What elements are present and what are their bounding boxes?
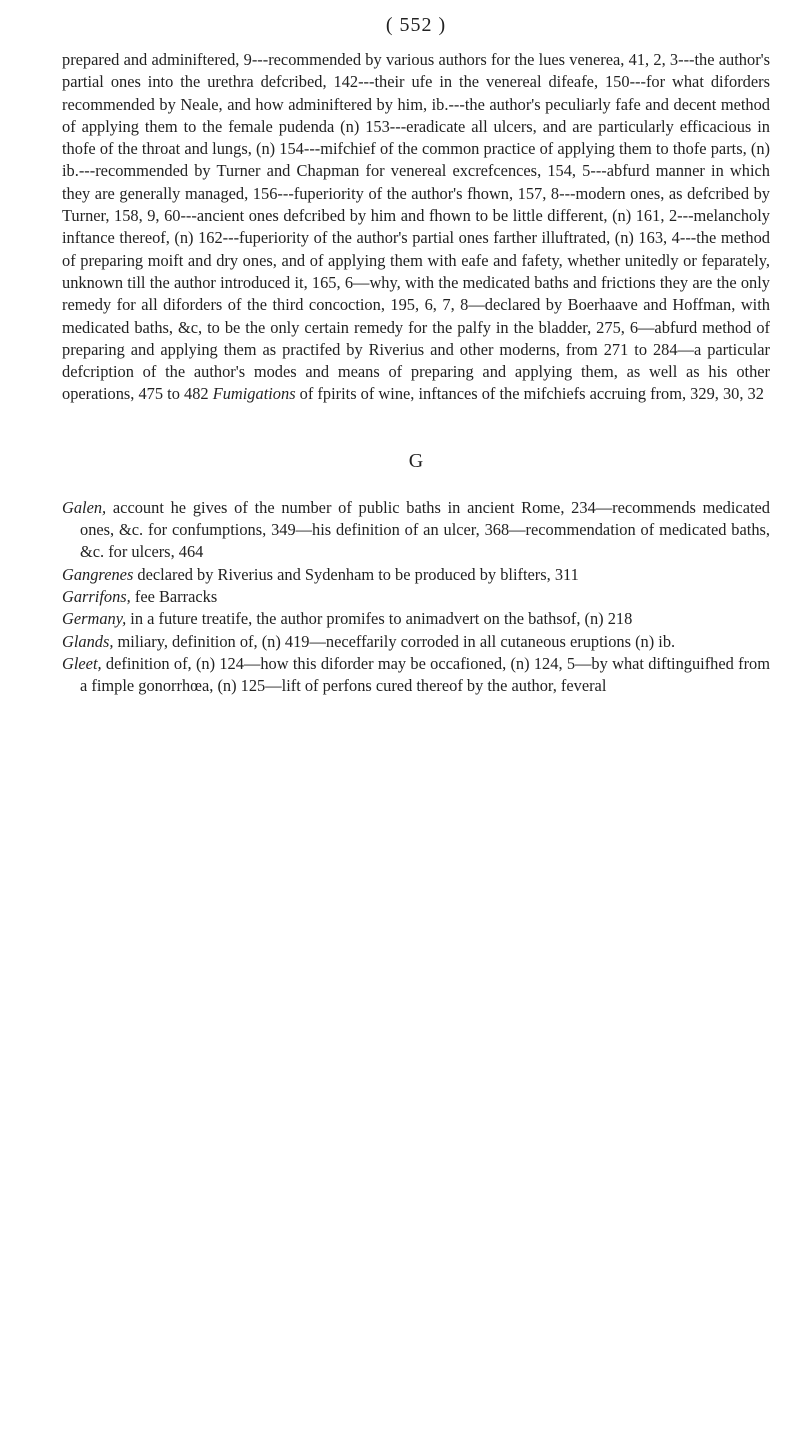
entry-text: fee Barracks (130, 586, 218, 606)
index-entry-garrisons (62, 586, 770, 608)
entry-text: in a future treatife, the author promifes to animadvert on the bathsof, (n) 218 (126, 609, 633, 629)
continued-entry-block (62, 49, 770, 406)
continued-entry (62, 49, 770, 406)
entry-heading: Gangrenes (62, 564, 134, 584)
entry-heading: Glands, (62, 631, 114, 651)
entry-heading: Germany, (62, 609, 127, 629)
index-entry-galen (62, 497, 770, 564)
page-number: ( 552 ) (385, 14, 447, 36)
entry-text: miliary, definition of, (n) 419—neceffarily corroded in all cutaneous eruptions (n) ib. (113, 631, 676, 651)
continued-entry-text: prepared and adminiftered, 9---recommended by various authors for the lues venerea, 41, 2, 3---the author's partial ones into the urethra defcribed, 142---their ufe in the venereal difeafe, 150---for what diforders recommended by Neale, and how adminiftered by him, ib.---the author's peculiarly fafe and decent method of applying them to the female pudenda (n) 153---eradicate all ulcers, and are particularly efficacious in thofe of the throat and lungs, (n) 154---mifchief of the common practice of applying them to thofe parts, (n) ib.---recommended by Turner and Chapman for venereal excrefcences, 154, 5---abfurd manner in which they are generally managed, 156---fuperiority of the author's fhown, 157, 8---modern ones, as defcribed by Turner, 158, 9, 60---ancient ones defcribed by him and fhown to be little different, (n) 161, 2---melancholy inftance thereof, (n) 162---fuperiority of the author's partial ones farther illuftrated, (n) 163, 4---the method of preparing moift and dry ones, and of applying them with eafe and fafety, whether unitedly or feparately, unknown till the author introduced it, 165, 6—why, with the medicated baths and frictions they are the only remedy for all diforders of the third concoction, 195, 6, 7, 8—declared by Boerhaave and Hoffman, with medicated baths, &c, to be the only certain remedy for the palfy in the bladder, 275, 6—abfurd method of preparing and applying them as practifed by Riverius and other moderns, from 271 to 284—a particular defcription of the author's modes and means of preparing and applying them, as well as his other operations, 475 to 482 (62, 50, 770, 404)
entry-heading: Gleet, (62, 653, 102, 673)
index-entry-glands (62, 631, 770, 653)
entry-text: definition of, (n) 124—how this diforder may be occafioned, (n) 124, 5—by what diftinguifhed from a fimple gonorrhœa, (n) 125—lift of perfons cured thereof by the author, feveral (80, 653, 770, 696)
fumigations-text: of fpirits of wine, inftances of the mifchiefs accruing from, 329, 30, 32 (295, 384, 764, 404)
section-letter: G (408, 449, 424, 472)
index-page (62, 0, 770, 697)
entry-heading: Garrifons, (62, 586, 131, 606)
index-entry-germany (62, 608, 770, 630)
fumigations-heading: Fumigations (212, 384, 296, 404)
section-g-entries (62, 497, 770, 698)
index-entry-gangrenes (62, 564, 770, 586)
index-entry-gleet (62, 653, 770, 698)
entry-text: declared by Riverius and Sydenham to be produced by blifters, 311 (133, 564, 579, 584)
entry-heading: Galen, (62, 497, 107, 517)
entry-text: account he gives of the number of public baths in ancient Rome, 234—recommends medicated ones, &c. for confumptions, 349—his definition of an ulcer, 368—recommendation of medicated baths, &c. for ulcers, 464 (80, 497, 770, 562)
